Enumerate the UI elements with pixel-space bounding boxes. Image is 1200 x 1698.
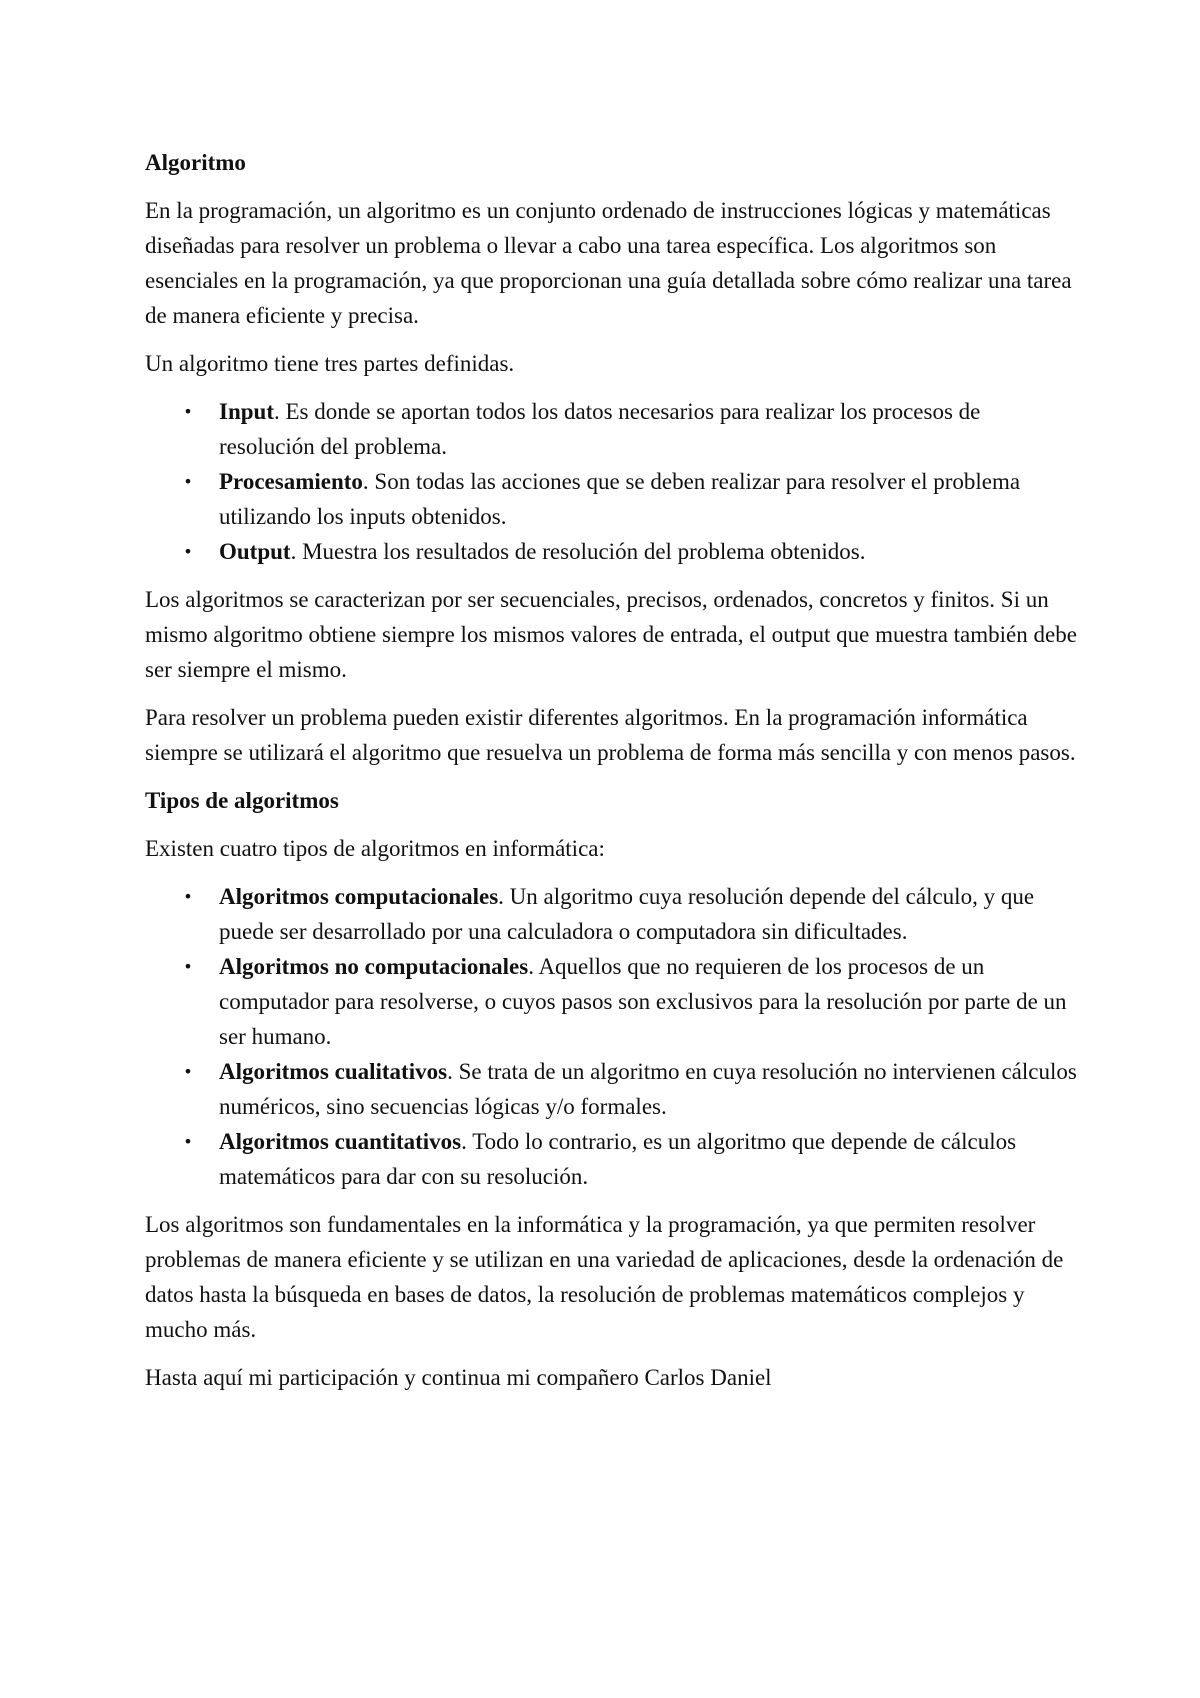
types-list bbox=[145, 879, 1080, 1194]
list-item-text: . Un algoritmo cuya resolución depende del cálculo, y que puede ser desarrollado por una calculadora o computadora sin dificultades. bbox=[219, 884, 1035, 944]
list-item bbox=[145, 534, 1080, 569]
bullet-icon: • bbox=[183, 542, 193, 561]
paragraph-closing: Hasta aquí mi participación y continua mi compañero Carlos Daniel bbox=[145, 1365, 772, 1390]
list-item bbox=[145, 464, 1080, 534]
paragraph-different-algorithms: Para resolver un problema pueden existir diferentes algoritmos. En la programación informática siempre se utilizará el algoritmo que resuelva un problema de forma más sencilla y con menos pasos. bbox=[145, 705, 1076, 765]
heading-algoritmo: Algoritmo bbox=[145, 150, 246, 175]
paragraph-characteristics: Los algoritmos se caracterizan por ser secuenciales, precisos, ordenados, concretos y finitos. Si un mismo algoritmo obtiene siempre los mismos valores de entrada, el output que muestra también debe ser siempre el mismo. bbox=[145, 587, 1077, 682]
list-item bbox=[145, 949, 1080, 1054]
list-item-term: Algoritmos cuantitativos bbox=[219, 1129, 462, 1154]
list-item-term: Procesamiento bbox=[219, 469, 363, 494]
list-item-term: Algoritmos cualitativos bbox=[219, 1059, 448, 1084]
heading-tipos: Tipos de algoritmos bbox=[145, 788, 339, 813]
list-item-text: . Son todas las acciones que se deben realizar para resolver el problema utilizando los inputs obtenidos. bbox=[219, 469, 1021, 529]
list-item-text: . Muestra los resultados de resolución del problema obtenidos. bbox=[290, 539, 866, 564]
paragraph-fundamentals: Los algoritmos son fundamentales en la informática y la programación, ya que permiten resolver problemas de manera eficiente y se utilizan en una variedad de aplicaciones, desde la ordenación de datos hasta la búsqueda en bases de datos, la resolución de problemas matemáticos complejos y mucho más. bbox=[145, 1212, 1064, 1342]
list-item-text: . Aquellos que no requieren de los procesos de un computador para resolverse, o cuyos pasos son exclusivos para la resolución por parte de un ser humano. bbox=[219, 954, 1067, 1049]
bullet-icon: • bbox=[183, 1132, 193, 1151]
list-item bbox=[145, 1124, 1080, 1194]
parts-list bbox=[145, 394, 1080, 569]
bullet-icon: • bbox=[183, 472, 193, 491]
list-item bbox=[145, 879, 1080, 949]
list-item-text: . Es donde se aportan todos los datos necesarios para realizar los procesos de resolución del problema. bbox=[219, 399, 981, 459]
list-item-term: Output bbox=[219, 539, 291, 564]
bullet-icon: • bbox=[183, 887, 193, 906]
paragraph-types-intro: Existen cuatro tipos de algoritmos en informática: bbox=[145, 836, 605, 861]
paragraph-definition: En la programación, un algoritmo es un conjunto ordenado de instrucciones lógicas y matemáticas diseñadas para resolver un problema o llevar a cabo una tarea específica. Los algoritmos son esenciales en la programación, ya que proporcionan una guía detallada sobre cómo realizar una tarea de manera eficiente y precisa. bbox=[145, 198, 1072, 328]
paragraph-parts-intro: Un algoritmo tiene tres partes definidas. bbox=[145, 351, 515, 376]
list-item bbox=[145, 394, 1080, 464]
list-item-text: . Se trata de un algoritmo en cuya resolución no intervienen cálculos numéricos, sino secuencias lógicas y/o formales. bbox=[219, 1059, 1077, 1119]
bullet-icon: • bbox=[183, 1062, 193, 1081]
list-item-text: . Todo lo contrario, es un algoritmo que depende de cálculos matemáticos para dar con su resolución. bbox=[219, 1129, 1017, 1189]
list-item bbox=[145, 1054, 1080, 1124]
bullet-icon: • bbox=[183, 957, 193, 976]
list-item-term: Input bbox=[219, 399, 274, 424]
list-item-term: Algoritmos computacionales bbox=[219, 884, 499, 909]
bullet-icon: • bbox=[183, 402, 193, 421]
list-item-term: Algoritmos no computacionales bbox=[219, 954, 529, 979]
